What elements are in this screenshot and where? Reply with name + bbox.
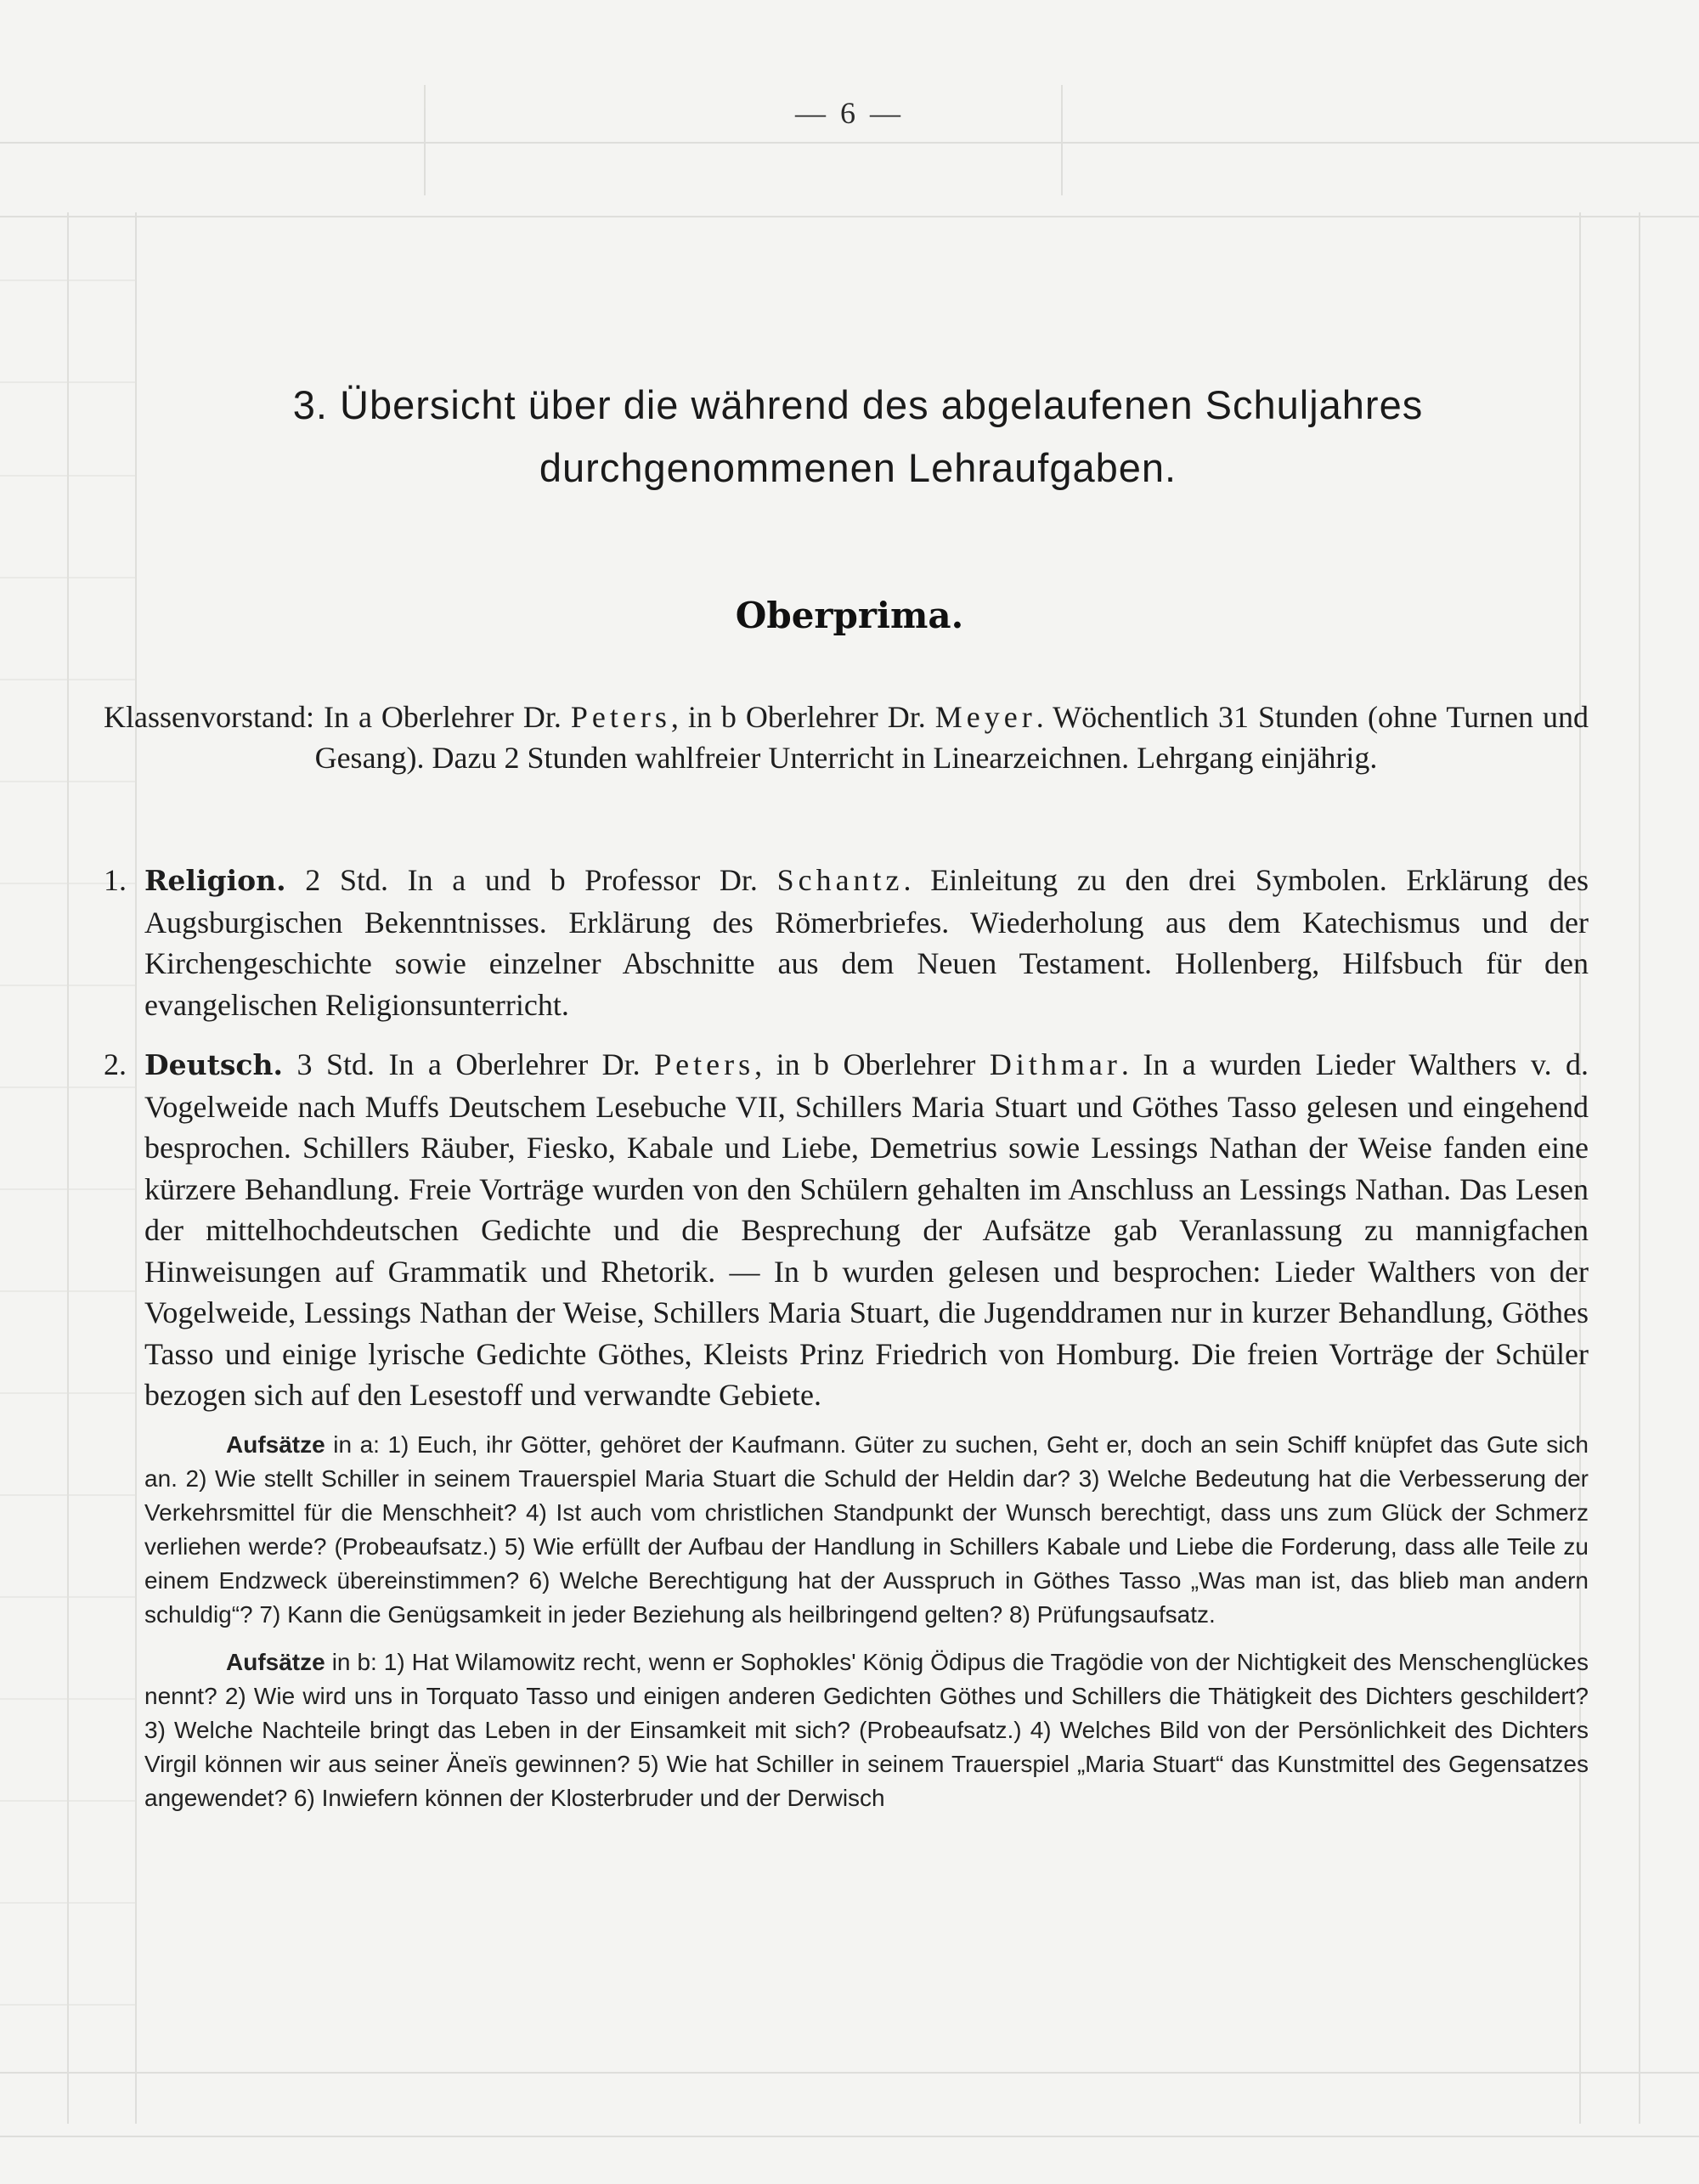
subject-text: . Einleitung zu den drei Symbolen. Erklärung des Augsburgischen Bekenntnisses. Erklärung des Römerbriefes. Wiederholung aus dem Katechismus und der Kirchengeschichte sowie einzelner Abschnitte aus dem Neuen Testament. Hollenberg, Hilfsbuch für den evangelischen Religionsunterricht.: [144, 863, 1589, 1022]
subject-teacher-prefix: In a Oberlehrer Dr.: [388, 1047, 641, 1081]
subject-number: 2.: [104, 1047, 127, 1081]
subject-teacher: Schantz: [776, 863, 904, 897]
section-number: 3.: [292, 382, 328, 427]
class-intro: [104, 697, 1589, 778]
page-number: — 6 —: [795, 96, 904, 130]
intro-mid: , in b Oberlehrer Dr.: [670, 700, 926, 734]
subject-teacher-2: Dithmar: [989, 1047, 1121, 1081]
subject-list: [104, 860, 1589, 1829]
essay-topics-b: [144, 1645, 1589, 1815]
subject-name: Religion.: [144, 864, 286, 897]
subject-hours: 3 Std.: [296, 1047, 375, 1081]
section-title: Übersicht über die während des abgelaufenen Schuljahres durchgenommenen Lehraufgaben.: [340, 382, 1424, 490]
teacher-b-name: Meyer: [934, 700, 1036, 734]
essay-text: in b: 1) Hat Wilamowitz recht, wenn er Sophokles' König Ödipus die Tragödie von der Nichtigkeit des Menschenglückes nennt? 2) Wie wird uns in Torquato Tasso und einigen anderen Gedichten Göthes und Schillers die Thätigkeit des Dichters geschildert? 3) Welche Nachteile bringt das Leben in der Einsamkeit mit sich? (Probeaufsatz.) 4) Welches Bild von der Persönlichkeit des Dichters Virgil können wir aus seiner Äneïs gewinnen? 5) Wie hat Schiller in seinem Trauerspiel „Maria Stuart“ das Kunstmittel des Gegensatzes angewendet? 6) Inwiefern können der Klosterbruder und der Derwisch: [144, 1648, 1589, 1811]
subject-name: Deutsch.: [144, 1048, 284, 1081]
essay-text: in a: 1) Euch, ihr Götter, gehöret der Kaufmann. Güter zu suchen, Geht er, doch an sein Schiff knüpfet das Gute sich an. 2) Wie stellt Schiller in seinem Trauerspiel Maria Stuart die Schuld der Heldin dar? 3) Welche Bedeutung hat die Verbesserung der Verkehrsmittel für die Menschheit? 4) Ist auch vom christlichen Standpunkt der Wunsch berechtigt, dass uns zum Glück der Schmerz verliehen werde? (Probeaufsatz.) 5) Wie erfüllt der Aufbau der Handlung in Schillers Kabale und Liebe die Forderung, dass alle Teile zu einem Endzweck übereinstimmen? 6) Welche Berechtigung hat der Ausspruch in Göthes Tasso „Was man ist, das blieb man andern schuldig“? 7) Kann die Genügsamkeit in jeder Beziehung als heilbringend gelten? 8) Prüfungsaufsatz.: [144, 1431, 1589, 1628]
subject-teacher: Peters: [654, 1047, 755, 1081]
teacher-a-name: Peters: [570, 700, 671, 734]
subject-religion: [104, 860, 1589, 1025]
subject-number: 1.: [104, 863, 127, 897]
intro-suffix: . Wöchentlich 31 Stunden (ohne Turnen und Gesang). Dazu 2 Stunden wahlfreier Unterricht in Linearzeichnen. Lehrgang einjährig.: [314, 700, 1589, 775]
class-title: Oberprima.: [735, 595, 964, 636]
essay-lead: Aufsätze: [226, 1648, 325, 1675]
subject-text: . In a wurden Lieder Walthers v. d. Vogelweide nach Muffs Deutschem Lesebuche VII, Schillers Maria Stuart und Göthes Tasso gelesen und eingehend besprochen. Schillers Räuber, Fiesko, Kabale und Liebe, Demetrius sowie Lessings Nathan der Weise fanden eine kürzere Behandlung. Freie Vorträge wurden von den Schülern gehalten im Anschluss an Lessings Nathan. Das Lesen der mittelhochdeutschen Gedichte und die Besprechung der Aufsätze gab Veranlassung zu mannigfachen Hinweisungen auf Grammatik und Rhetorik. — In b wurden gelesen und besprochen: Lieder Walthers von der Vogelweide, Lessings Nathan der Weise, Schillers Maria Stuart, die Jugenddramen nur in kurzer Behandlung, Göthes Tasso und einige lyrische Gedichte Göthes, Kleists Prinz Friedrich von Homburg. Die freien Vorträge der Schüler bezogen sich auf den Lesestoff und verwandte Gebiete.: [144, 1047, 1589, 1412]
subject-deutsch: [104, 1044, 1589, 1416]
subject-hours: 2 Std.: [305, 863, 388, 897]
subject-teacher-mid: , in b Oberlehrer: [754, 1047, 976, 1081]
essay-lead: Aufsätze: [226, 1431, 325, 1458]
intro-prefix: Klassenvorstand: In a Oberlehrer Dr.: [104, 700, 562, 734]
essay-list: [104, 1428, 1589, 1815]
essay-topics-a: [144, 1428, 1589, 1632]
subject-teacher-prefix: In a und b Professor Dr.: [407, 863, 758, 897]
section-heading: [136, 374, 1580, 499]
